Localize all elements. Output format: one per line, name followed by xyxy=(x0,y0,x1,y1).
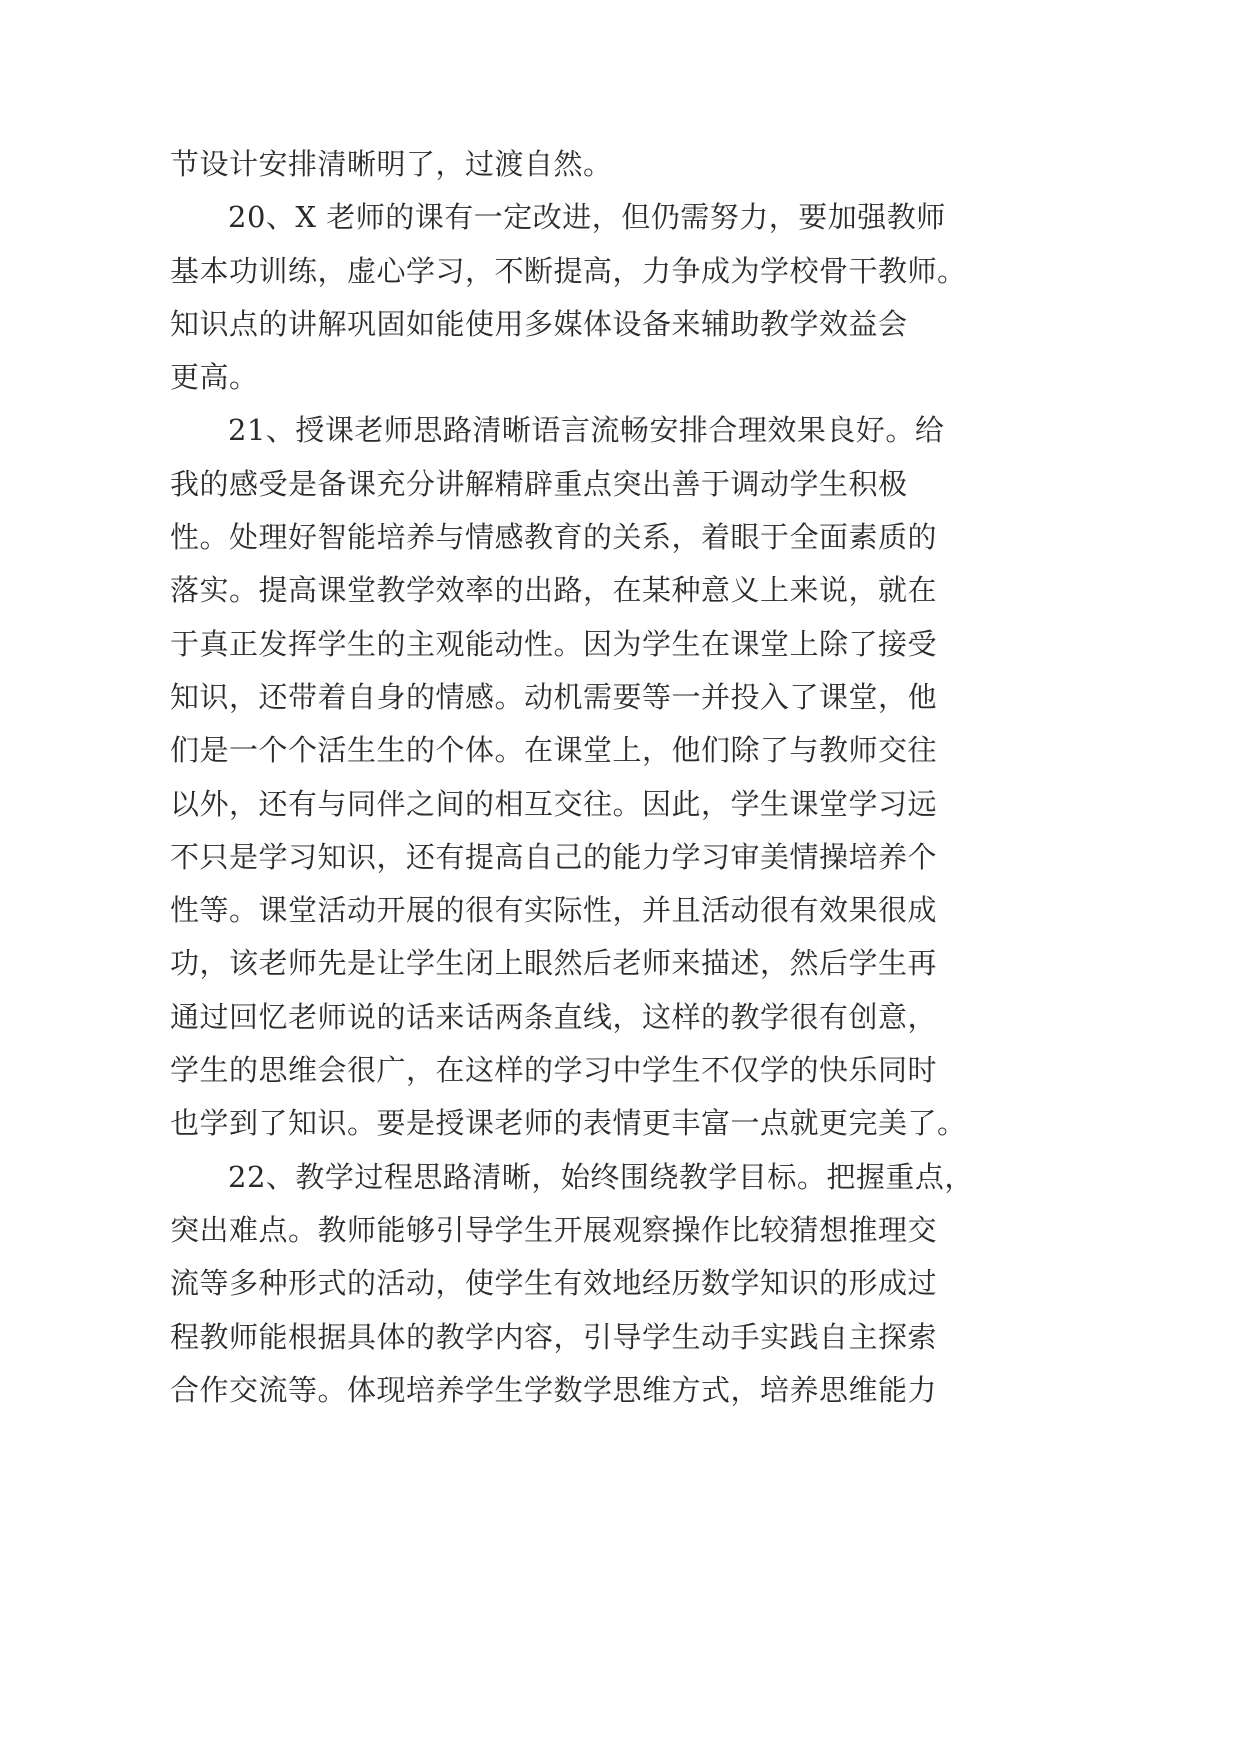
document-body xyxy=(170,138,1030,1417)
text-line: 合作交流等。体现培养学生学数学思维方式，培养思维能力 xyxy=(170,1372,938,1407)
text-line: 学生的思维会很广，在这样的学习中学生不仅学的快乐同时 xyxy=(170,1053,938,1088)
text-line: 也学到了知识。要是授课老师的表情更丰富一点就更完美了。 xyxy=(170,1106,967,1141)
paragraph-20 xyxy=(170,191,1030,404)
paragraph-21 xyxy=(170,404,1030,1150)
text-line: 知识点的讲解巩固如能使用多媒体设备来辅助教学效益会 xyxy=(170,306,908,341)
text-line: 们是一个个活生生的个体。在课堂上，他们除了与教师交往 xyxy=(170,733,938,768)
text-line: 20、X 老师的课有一定改进，但仍需努力，要加强教师 xyxy=(228,200,946,235)
paragraph-22 xyxy=(170,1151,1030,1417)
paragraph-continuation xyxy=(170,138,1030,191)
text-line: 流等多种形式的活动，使学生有效地经历数学知识的形成过 xyxy=(170,1266,938,1301)
text-line: 我的感受是备课充分讲解精辟重点突出善于调动学生积极 xyxy=(170,466,908,501)
text-line: 不只是学习知识，还有提高自己的能力学习审美情操培养个 xyxy=(170,839,938,874)
text-line: 性。处理好智能培养与情感教育的关系，着眼于全面素质的 xyxy=(170,520,938,555)
text-line: 以外，还有与同伴之间的相互交往。因此，学生课堂学习远 xyxy=(170,786,938,821)
text-line: 落实。提高课堂教学效率的出路，在某种意义上来说，就在 xyxy=(170,573,938,608)
text-line: 知识，还带着自身的情感。动机需要等一并投入了课堂，他 xyxy=(170,679,938,714)
text-line: 22、教学过程思路清晰，始终围绕教学目标。把握重点， xyxy=(228,1159,974,1194)
text-line: 于真正发挥学生的主观能动性。因为学生在课堂上除了接受 xyxy=(170,626,938,661)
text-line: 性等。课堂活动开展的很有实际性，并且活动很有效果很成 xyxy=(170,893,938,928)
text-line: 节设计安排清晰明了，过渡自然。 xyxy=(170,147,613,181)
text-line: 功，该老师先是让学生闭上眼然后老师来描述，然后学生再 xyxy=(170,946,938,981)
text-line: 程教师能根据具体的教学内容，引导学生动手实践自主探索 xyxy=(170,1319,938,1354)
text-line: 通过回忆老师说的话来话两条直线，这样的教学很有创意， xyxy=(170,999,938,1034)
text-line: 21、授课老师思路清晰语言流畅安排合理效果良好。给 xyxy=(228,413,945,448)
text-line: 基本功训练，虚心学习，不断提高，力争成为学校骨干教师。 xyxy=(170,253,967,288)
text-line: 更高。 xyxy=(170,360,259,395)
text-line: 突出难点。教师能够引导学生开展观察操作比较猜想推理交 xyxy=(170,1212,938,1247)
